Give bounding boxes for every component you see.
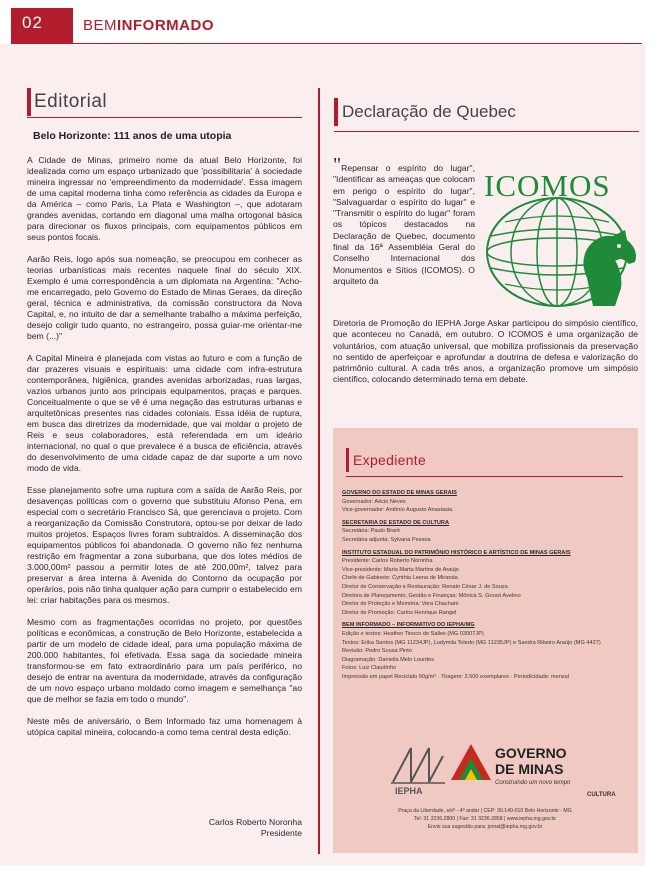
expediente-line: Vice-governador: Antônio Augusto Anastasia: [342, 507, 453, 514]
open-quote: ": [333, 154, 342, 176]
expediente-heading: BEM INFORMADO – INFORMATIVO DO IEPHA/MG: [342, 622, 475, 629]
iepha-arches-icon: [391, 748, 445, 783]
expediente-line: Vice-presidente: Maria Marta Martins de Araújo: [342, 566, 459, 573]
icomos-logo-text: ICOMOS: [484, 168, 611, 203]
editorial-signature: [150, 817, 302, 839]
expediente-line: Presidente: Carlos Roberto Noronha: [342, 558, 433, 565]
declaration-text-top-body: Repensar o espírito do lugar", "Identificar as ameaças que colocam em perigo o espírito do lugar", "Salvaguardar o espírito do lugar" e "Transmitir o espírito do lugar" foram os tópicos destacados na Declaração de Quebec, documento final da 16ª Assembléia Geral do Conselho Internacional dos Monumentos e Sítios (ICOMOS). O arquiteto da: [333, 163, 475, 286]
expediente-line: Fotos: Luiz Claudinho: [342, 665, 397, 672]
expediente-footer: [340, 808, 630, 831]
triangle-icon: [451, 744, 491, 780]
editorial-title: Editorial: [34, 91, 108, 112]
footer-address: Praça da Liberdade, s/nº - 4º andar | CEP: 30.140-010 Belo Horizonte - MG: [398, 808, 572, 814]
declaration-title: Declaração de Quebec: [342, 102, 516, 121]
expediente-rule: [346, 476, 623, 477]
right-margin: [645, 44, 654, 879]
declaration-text-top: [333, 154, 475, 287]
editorial-title-bar: [27, 88, 31, 116]
expediente-line: Diretor de Conservação e Restauração: Renato César J. de Souza: [342, 583, 508, 590]
editorial-body: [27, 155, 302, 749]
magazine-name-suffix: INFORMADO: [117, 17, 215, 34]
column-divider: [318, 88, 320, 854]
signature-role: Presidente: [260, 828, 302, 838]
magazine-name-prefix: BEM: [83, 17, 118, 34]
expediente-heading: SECRETARIA DE ESTADO DE CULTURA: [342, 519, 450, 526]
declaration-rule: [334, 131, 639, 132]
expediente-heading: INSTITUTO ESTADUAL DO PATRIMÔNIO HISTÓRICO E ARTÍSTICO DE MINAS GERAIS: [342, 549, 571, 556]
declaration-title-bar: [334, 98, 338, 126]
footer-email: Envie sua sugestão para: jornal@iepha.mg.gov.br: [427, 823, 543, 830]
expediente-line: Edição e textos: Heather Tinoco de Salles (MG 03007JP): [342, 630, 484, 637]
footer-contact: Tel: 31 3236.2800 | Fax: 31 3236.2858 | www.iepha.mg.gov.br: [413, 815, 557, 822]
expediente-line: Secretária adjunta: Sylvana Pessoa: [342, 536, 431, 543]
header-rule: [11, 43, 642, 44]
editorial-paragraph: Neste mês de aniversário, o Bem Informado faz uma homenagem à utópica capital mineira, colocando-a como tema central desta edição.: [27, 716, 302, 737]
expediente-line: Diretor de Proteção e Memória: Vera Chacham: [342, 601, 459, 608]
expediente-content: [342, 489, 627, 681]
governo-de-minas-logo: [447, 740, 622, 802]
expediente-line: Textos: Erika Santos (MG 11234JP), Ludymila Toledo (MG 11235JP) e Sandra Ribeiro Araújo (MG 4427): [342, 639, 601, 646]
editorial-paragraph: Mesmo com as fragmentações ocorridas no projeto, por questões políticas e econômicas, a construção de Belo Horizonte, estabelecida a partir de um modelo de cidade ideal, para uma população máxima de 200.000 habitantes, foi efetivada. Essa saga da sociedade mineira transformou-se em fato extraordinário para um país periférico, no desejo de entrar na aventura da modernidade, através da configuração de um novo espaço urbano moldado como imagem e semelhança "ao que de melhor se fazia em todo o mundo".: [27, 617, 302, 704]
horse-head-icon: [583, 230, 636, 306]
declaration-text-bottom: Diretoria de Promoção do IEPHA Jorge Askar participou do simpósio científico, que aconteceu no Canadá, em outubro. O ICOMOS é uma organização de voluntários, com atuação universal, que mobiliza profissionais da preservação no sentido de aperfeiçoar e aprofundar a doutrina de defesa e valorização do patrimônio cultural. A cada três anos, a organização promove um simpósio científico, colocando determinado tema em debate.: [333, 318, 638, 385]
gov-logo-line1: GOVERNO: [495, 745, 567, 761]
gov-logo-tagline: Construindo um novo tempo: [495, 780, 571, 786]
signature-name: Carlos Roberto Noronha: [208, 817, 302, 827]
editorial-paragraph: Aarão Reis, logo após sua nomeação, se preocupou em conhecer as teorias urbanísticas mais recentes naquele final do século XIX. Exemplo é uma correspondência a um diplomata na Argentina: "Acho-me encarregado, pelo Governo do Estado de Minas Geraes, da direção geral, técnica e administrativa, da comissão constructora da Nova Capital, e, no intuito de dar a semelhante trabalho a máxima perfeição, desejo coligir tudo quanto, no estrangeiro, possa guiar-me orientar-me bem (...)": [27, 254, 302, 341]
editorial-rule: [27, 117, 302, 118]
gov-logo-line2: DE MINAS: [495, 761, 564, 777]
expediente-line: Governador: Aécio Neves: [342, 498, 406, 505]
expediente-line: Secretária: Paulo Brant: [342, 528, 400, 535]
bottom-margin: [0, 866, 654, 879]
gov-logo-sub: CULTURA: [587, 792, 616, 798]
expediente-line: Revisão: Pedro Sousa Pinto: [342, 648, 412, 655]
editorial-paragraph: A Capital Mineira é planejada com vistas ao futuro e com a função de dar prazeres visuais e espirituais: uma cidade com infra-estrutura contemporânea, higiênica, grandes avenidas arborizadas, ruas largas, vazios urbanos junto aos principais equipamentos, praças e parques. Conceitualmente o que se vê é uma negação das estruturas urbanas e arquitetônicas presentes nas cidades coloniais. Essa idéia de ruptura, em busca das diretrizes da modernidade, que vai moldar o projeto de Reis e seus colaboradores, está referendada em um ideário internacional, no qual o que prevalece é a busca de eficiência, através do desenvolvimento de uma cidade capaz de dar suporte a um novo modo de vida.: [27, 353, 302, 473]
expediente-title: Expediente: [353, 452, 427, 468]
expediente-title-bar: [346, 448, 349, 472]
expediente-line: Diretor de Promoção: Carlos Henrique Rangel: [342, 609, 457, 616]
magazine-name: [83, 17, 214, 34]
expediente-line: Diagramação: Daniella Melo Lourdes: [342, 656, 435, 663]
editorial-subtitle: Belo Horizonte: 111 anos de uma utopia: [33, 130, 232, 142]
expediente-line: Diretora de Planejamento, Gestão e Finanças: Mônica S. Grossi Avelino: [342, 592, 521, 599]
expediente-line: Impressão em papel Reciclato 90g/m² · Tiragem: 2.500 exemplares · Periodicidade: mensal: [342, 673, 569, 680]
editorial-paragraph: Esse planejamento sofre uma ruptura com a saída de Aarão Reis, por desavenças políticas com o governo que substituiu Afonso Pena, em especial com o secretário Francisco Sá, que gerenciava o projeto. Com a reorganização da Comissão Construtora, optou-se por deixar de lado muitos projetos. Espaços livres foram subtraídos. A disseminação dos equipamentos públicos foi abandonada. O governo não fez nenhuma restrição em fragmentar a zona suburbana, que dos lotes médios de 3.000,00m² passou a permitir lotes de até 200,00m², talvez para preservar a área interna à Avenida do Contorno da ocupação por operários, pois não tinha qualquer ação para cumprir o estabelecido em lei: criar habitações para os mesmos.: [27, 485, 302, 605]
expediente-line: Chefe de Gabinete: Cynthia Leena de Miranda: [342, 575, 458, 582]
page-number: 02: [22, 13, 43, 32]
expediente-heading: GOVERNO DO ESTADO DE MINAS GERAIS: [342, 490, 457, 496]
editorial-paragraph: A Cidade de Minas, primeiro nome da atual Belo Horizonte, foi idealizada como um espaço urbanizado que 'possibilitaria' à sociedade mineira ingressar no 'empreendimento da modernidade'. Essa imagem de uma capital moderna tinha como referência as cidades da Europa e da América – como Paris, La Plata e Washington –, que adotaram grandes avenidas, cortando em diagonal uma malha ortogonal básica para direcionar os fluxos principais, com equipamentos públicos em seus pontos focais.: [27, 155, 302, 242]
iepha-logo-text: IEPHA: [395, 786, 423, 796]
iepha-logo: [389, 742, 447, 798]
